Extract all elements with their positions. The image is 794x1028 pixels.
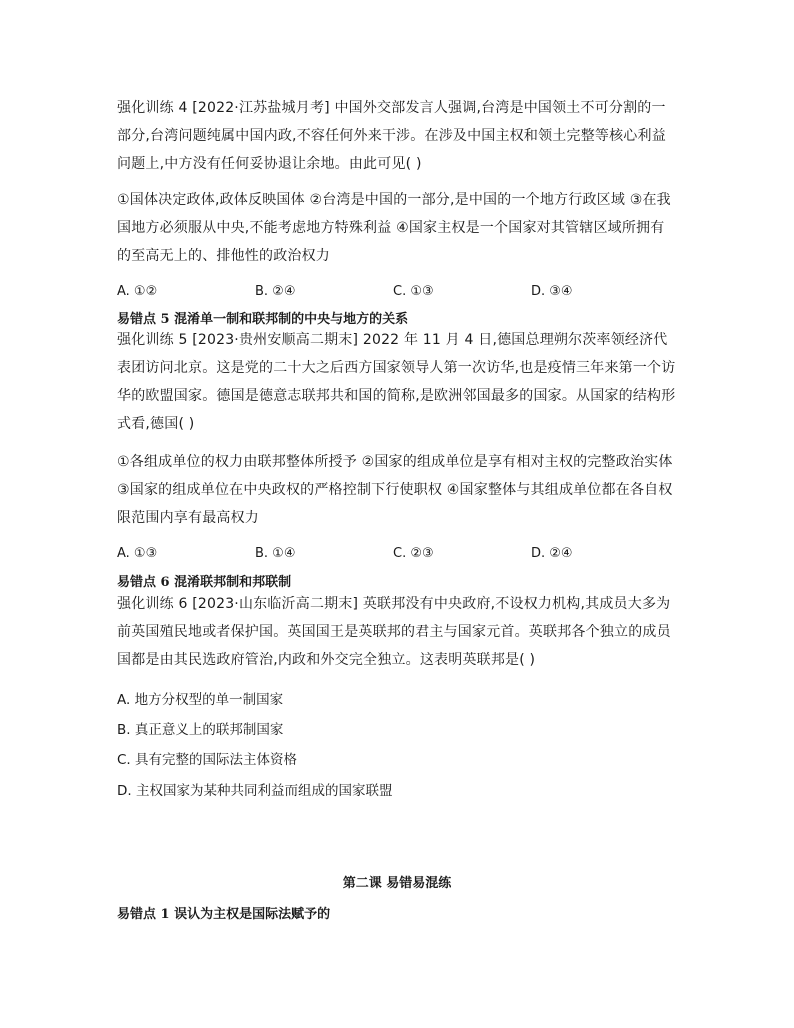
question-4-options: [117, 284, 677, 304]
question-6-option-b: B. 真正意义上的联邦制国家: [117, 722, 284, 738]
error-point-6-heading: 易错点 6 混淆联邦制和邦联制: [117, 575, 292, 590]
question-6-stem: 强化训练 6 [2023·山东临沂高二期末] 英联邦没有中央政府,不设权力机构,其成员大多为前英国殖民地或者保护国。英国国王是英联邦的君主与国家元首。英联邦各个独立的成员国都是由其民选政府管治,内政和外交完全独立。这表明英联邦是( ): [117, 596, 671, 668]
section-title: 第二课 易错易混练: [342, 876, 452, 891]
option-d: D. ②④: [531, 546, 573, 561]
option-b: B. ②④: [255, 284, 296, 299]
error-point-5-heading: 易错点 5 混淆单一制和联邦制的中央与地方的关系: [117, 312, 409, 327]
option-a: A. ①③: [117, 546, 158, 561]
option-b: B. ①④: [255, 546, 296, 561]
question-4-stem: 强化训练 4 [2022·江苏盐城月考] 中国外交部发言人强调,台湾是中国领土不可分割的一部分,台湾问题纯属中国内政,不容任何外来干涉。在涉及中国主权和领土完整等核心利益问题上,中方没有任何妥协退让余地。由此可见( ): [117, 100, 666, 172]
option-c: C. ②③: [393, 546, 434, 561]
option-c: C. ①③: [393, 284, 434, 299]
question-6-option-c: C. 具有完整的国际法主体资格: [117, 752, 298, 768]
option-d: D. ③④: [531, 284, 573, 299]
question-5-options: [117, 546, 677, 566]
question-6-option-d: D. 主权国家为某种共同利益而组成的国家联盟: [117, 783, 393, 799]
question-4-statements: ①国体决定政体,政体反映国体 ②台湾是中国的一部分,是中国的一个地方行政区域 ③在我国地方必须服从中央,不能考虑地方特殊利益 ④国家主权是一个国家对其管辖区域所拥有的至高无上的、排他性的政治权力: [117, 192, 671, 264]
question-5-statements: ①各组成单位的权力由联邦整体所授予 ②国家的组成单位是享有相对主权的完整政治实体 ③国家的组成单位在中央政权的严格控制下行使职权 ④国家整体与其组成单位都在各自权限范围内享有最高权力: [117, 454, 673, 526]
question-5-stem: 强化训练 5 [2023·贵州安顺高二期末] 2022 年 11 月 4 日,德国总理朔尔茨率领经济代表团访问北京。这是党的二十大之后西方国家领导人第一次访华,也是疫情三年来第一个访华的欧盟国家。德国是德意志联邦共和国的简称,是欧洲邻国最多的国家。从国家的结构形式看,德国( ): [117, 332, 676, 432]
error-point-1-heading: 易错点 1 误认为主权是国际法赋予的: [117, 907, 331, 922]
question-6-option-a: A. 地方分权型的单一制国家: [117, 692, 284, 708]
option-a: A. ①②: [117, 284, 158, 299]
